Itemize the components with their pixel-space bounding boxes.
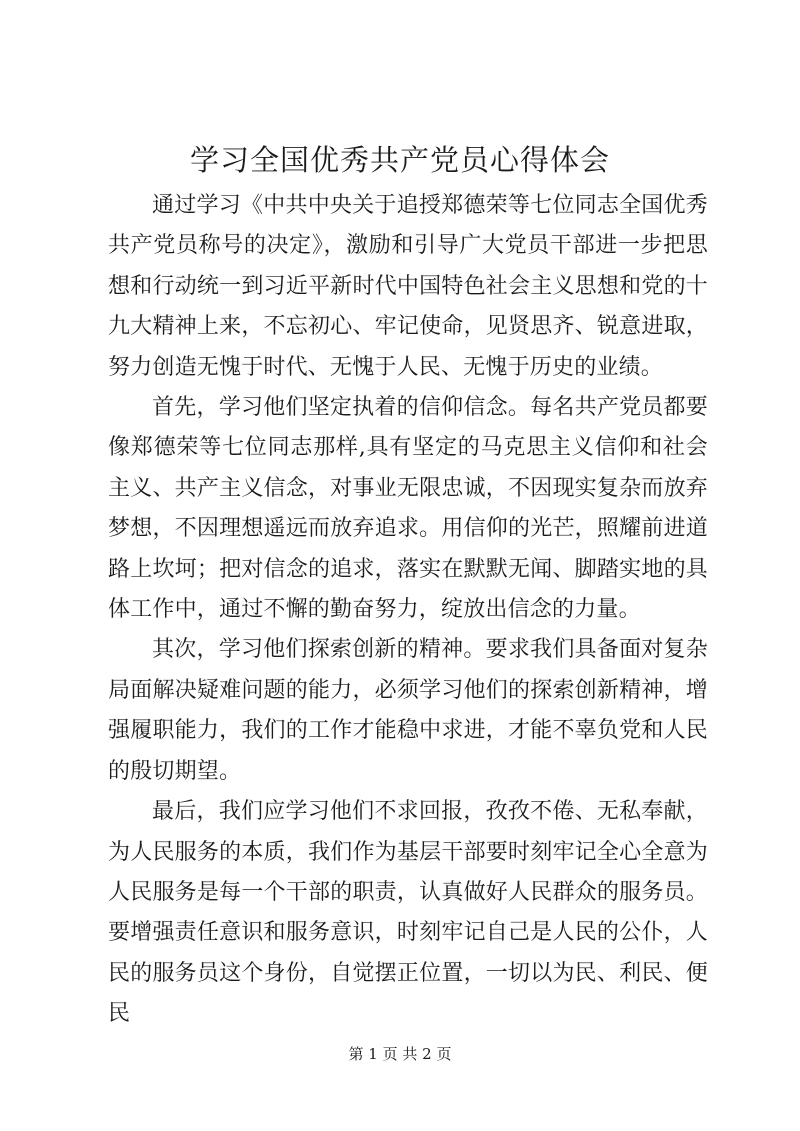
page-title: 学习全国优秀共产党员心得体会 (189, 143, 610, 177)
document-body (108, 186, 708, 1035)
page-footer: 第 1 页 共 2 页 (348, 1045, 452, 1063)
paragraph-intro: 通过学习《中共中央关于追授郑德荣等七位同志全国优秀共产党员称号的决定》，激励和引导广大党员干部进一步把思想和行动统一到习近平新时代中国特色社会主义思想和党的十九大精神上来，不忘初心、牢记使命，见贤思齐、锐意进取，努力创造无愧于时代、无愧于人民、无愧于历史的业绩。 (108, 193, 708, 380)
paragraph-second: 其次，学习他们探索创新的精神。要求我们具备面对复杂局面解决疑难问题的能力，必须学习他们的探索创新精神，增强履职能力，我们的工作才能稳中求进，才能不辜负党和人民的殷切期望。 (108, 637, 708, 784)
paragraph-last: 最后，我们应学习他们不求回报，孜孜不倦、无私奉献，为人民服务的本质，我们作为基层干部要时刻牢记全心全意为人民服务是每一个干部的职责，认真做好人民群众的服务员。要增强责任意识和服务意识，时刻牢记自己是人民的公仆，人民的服务员这个身份，自觉摆正位置，一切以为民、利民、便民 (108, 799, 708, 1027)
paragraph-first: 首先，学习他们坚定执着的信仰信念。每名共产党员都要像郑德荣等七位同志那样,具有坚定的马克思主义信仰和社会主义、共产主义信念，对事业无限忠诚，不因现实复杂而放弃梦想，不因理想遥远而放弃追求。用信仰的光芒，照耀前进道路上坎坷；把对信念的追求，落实在默默无闻、脚踏实地的具体工作中，通过不懈的勤奋努力，绽放出信念的力量。 (108, 395, 708, 623)
